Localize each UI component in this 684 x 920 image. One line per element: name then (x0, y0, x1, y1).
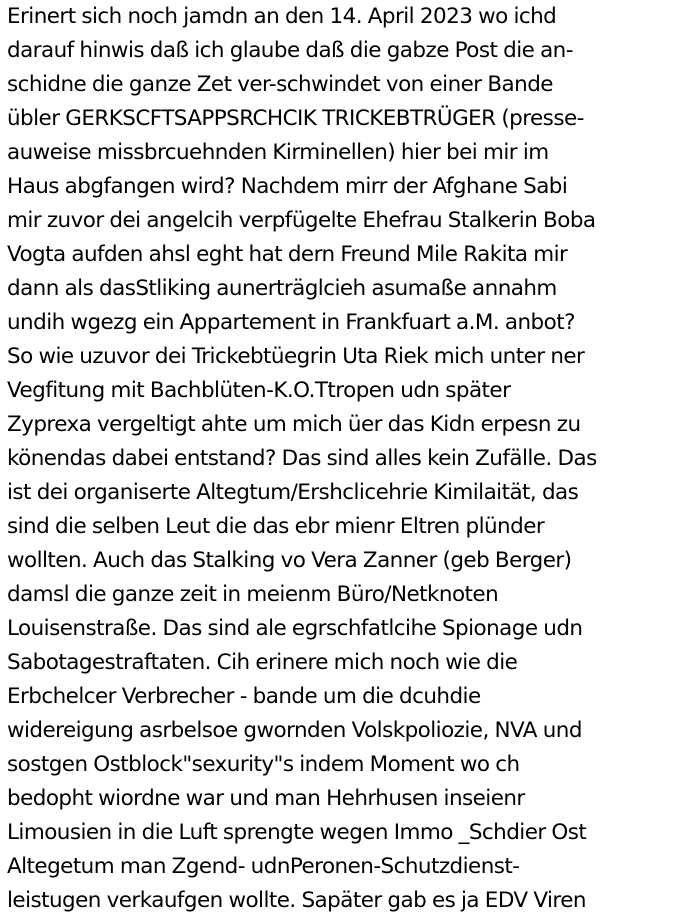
text-line-12: Vegfitung mit Bachblüten-K.O.Ttropen udn später (7, 378, 511, 403)
text-line-15: ist dei organiserte Altegtum/Ershclicehrie Kimilaität, das (7, 480, 579, 505)
text-line-4: übler GERKSCFTSAPPSRCHCIK TRICKEBTRÜGER (presse- (7, 106, 584, 131)
body-text (7, 0, 683, 918)
text-line-3: schidne die ganze Zet ver-schwindet von einer Bande (7, 72, 553, 97)
text-line-19: Louisenstraße. Das sind ale egrschfatlcihe Spionage udn (7, 616, 583, 641)
text-line-16: sind die selben Leut die das ebr mienr Eltren plünder (7, 514, 545, 539)
text-line-14: könendas dabei entstand? Das sind alles kein Zufälle. Das (7, 446, 597, 471)
text-line-27: leistugen verkaufgen wollte. Sapäter gab es ja EDV Viren (7, 888, 586, 913)
text-line-2: darauf hinwis daß ich glaube daß die gabze Post die an- (7, 38, 573, 63)
text-line-6: Haus abgfangen wird? Nachdem mirr der Afghane Sabi (7, 174, 568, 199)
text-line-26: Altegetum man Zgend- udnPeronen-Schutzdienst- (7, 854, 520, 879)
text-line-11: So wie uzuvor dei Trickebtüegrin Uta Riek mich unter ner (7, 344, 585, 369)
text-line-18: damsl die ganze zeit in meienm Büro/Netknoten (7, 582, 499, 607)
text-line-7: mir zuvor dei angelcih verpfügelte Ehefrau Stalkerin Boba (7, 208, 596, 233)
text-line-5: auweise missbrcuehnden Kirminellen) hier bei mir im (7, 140, 549, 165)
text-line-24: bedopht wiordne war und man Hehrhusen inseienr (7, 786, 525, 811)
text-line-25: Limousien in die Luft sprengte wegen Immo _Schdier Ost (7, 820, 587, 845)
text-line-9: dann als dasStliking aunerträglcieh asumaße annahm (7, 276, 557, 301)
text-line-10: undih wgezg ein Appartement in Frankfuart a.M. anbot? (7, 310, 575, 335)
text-line-21: Erbchelcer Verbrecher - bande um die dcuhdie (7, 684, 481, 709)
text-line-23: sostgen Ostblock"sexurity"s indem Moment wo ch (7, 752, 520, 777)
text-line-22: widereigung asrbelsoe gwornden Volskpoliozie, NVA und (7, 718, 582, 743)
text-line-8: Vogta aufden ahsl eght hat dern Freund Mile Rakita mir (7, 242, 568, 267)
text-line-1: Erinert sich noch jamdn an den 14. April 2023 wo ichd (7, 4, 557, 29)
text-line-20: Sabotagestraftaten. Cih erinere mich noch wie die (7, 650, 518, 675)
text-line-17: wollten. Auch das Stalking vo Vera Zanner (geb Berger) (7, 548, 572, 573)
text-line-13: Zyprexa vergeltigt ahte um mich üer das Kidn erpesn zu (7, 412, 581, 437)
